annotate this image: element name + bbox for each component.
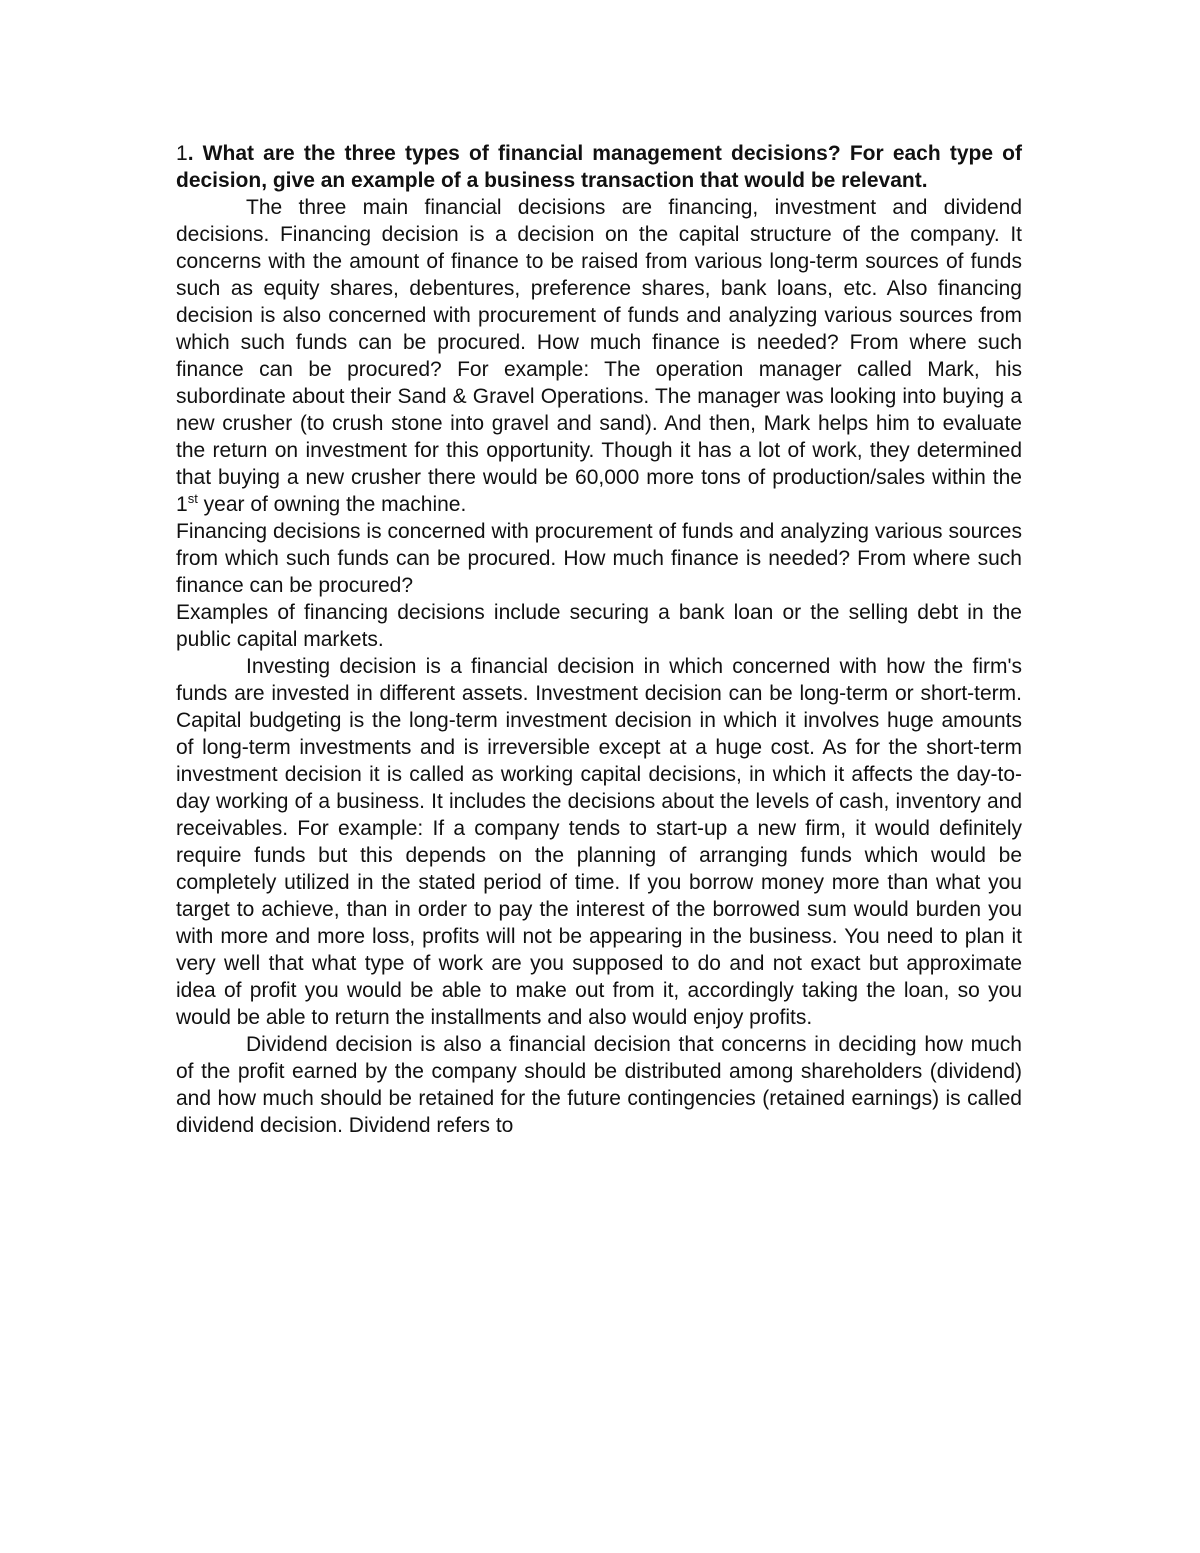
paragraph-investing-decision: Investing decision is a financial decision in which concerned with how the firm's funds are invested in different assets. Investment decision can be long-term or short-term. Capital budgeting is the long-term investment decision in which it involves huge amounts of long-term investments and is irreversible except at a huge cost. As for the short-term investment decision it is called as working capital decisions, in which it affects the day-to-day working of a business. It includes the decisions about the levels of cash, inventory and receivables. For example: If a company tends to start-up a new firm, it would definitely require funds but this depends on the planning of arranging funds which would be completely utilized in the stated period of time. If you borrow money more than what you target to achieve, than in order to pay the interest of the borrowed sum would burden you with more and more loss, profits will not be appearing in the business. You need to plan it very well that what type of work are you supposed to do and not exact but approximate idea of profit you would be able to make out from it, accordingly taking the loan, so you would be able to return the installments and also would enjoy profits. [176,655,1022,1029]
document-page [176,140,1022,1139]
paragraph-1-text-end: year of owning the machine. [197,493,467,516]
question-number: 1 [176,142,188,165]
paragraph-financing-decisions: Financing decisions is concerned with procurement of funds and analyzing various sources from which such funds can be procured. How much finance is needed? From where such finance can be procured? [176,520,1022,597]
paragraph-1-text: The three main financial decisions are financing, investment and dividend decisions. Financing decision is a decision on the capital structure of the company. It concerns with the amount of finance to be raised from various long-term sources of funds such as equity shares, debentures, preference shares, bank loans, etc. Also financing decision is also concerned with procurement of funds and analyzing various sources from which such funds can be procured. How much finance is needed? From where such finance can be procured? For example: The operation manager called Mark, his subordinate about their Sand & Gravel Operations. The manager was looking into buying a new crusher (to crush stone into gravel and sand). And then, Mark helps him to evaluate the return on investment for this opportunity. Though it has a lot of work, they determined that buying a new crusher there would be 60,000 more tons of production/sales within the 1 [176,196,1022,516]
question-heading [176,140,1022,194]
paragraph-financing-examples: Examples of financing decisions include securing a bank loan or the selling debt in the public capital markets. [176,601,1022,651]
paragraph-dividend-decision: Dividend decision is also a financial decision that concerns in deciding how much of the profit earned by the company should be distributed among shareholders (dividend) and how much should be retained for the future contingencies (retained earnings) is called dividend decision. Dividend refers to [176,1033,1022,1137]
question-text: What are the three types of financial management decisions? For each type of decision, give an example of a business transaction that would be relevant. [176,142,1022,192]
paragraph-financial-decisions-overview [176,194,1022,518]
question-dot: . [187,142,194,165]
ordinal-superscript: st [187,491,198,506]
